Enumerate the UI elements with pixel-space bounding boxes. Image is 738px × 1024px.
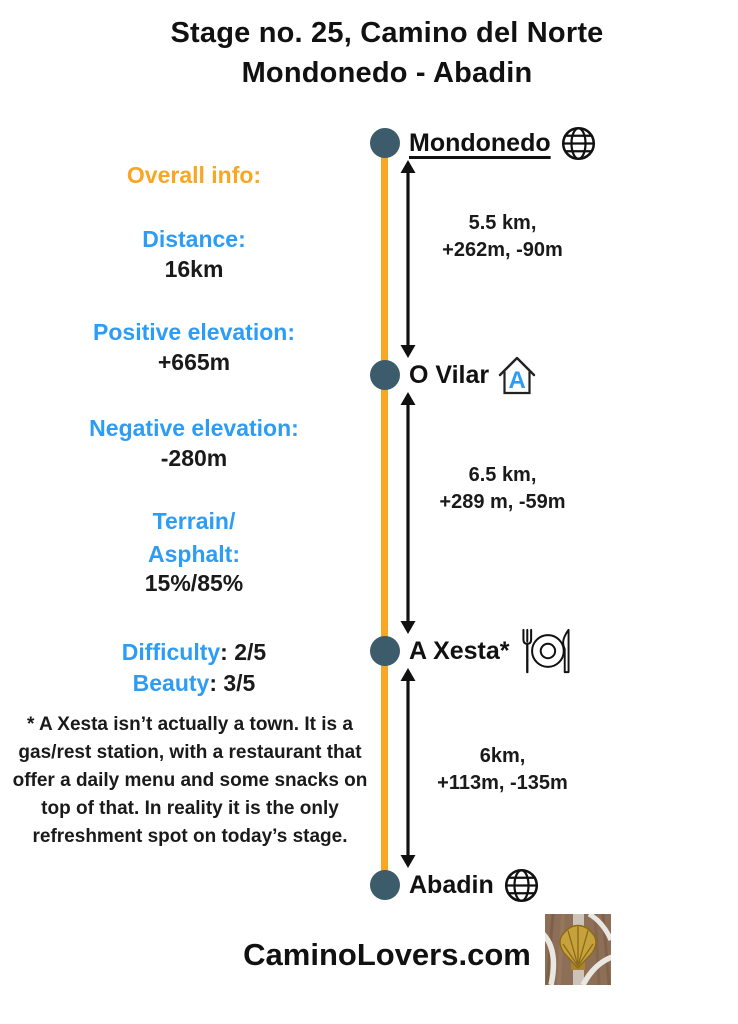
- stop-o-vilar: [409, 353, 536, 397]
- stop-abadin: [409, 863, 540, 907]
- title-line-1: Stage no. 25, Camino del Norte: [170, 17, 604, 49]
- stop-name-mondonedo[interactable]: Mondonedo: [409, 128, 551, 157]
- difficulty-label: Difficulty: [121, 639, 221, 665]
- globe-icon: [560, 125, 597, 162]
- terrain-value: 15%/85%: [144, 570, 244, 596]
- segment-2-label: [405, 462, 600, 516]
- globe-icon: [503, 867, 540, 904]
- segment-2-elevation: +289 m, -59m: [439, 491, 566, 513]
- albergue-icon: [498, 355, 536, 396]
- stop-mondonedo: [409, 121, 597, 165]
- stop-name-o-vilar: O Vilar: [409, 360, 490, 389]
- segment-3-distance: 6km,: [479, 745, 526, 767]
- difficulty-row: [19, 638, 369, 666]
- stop-a-xesta: [409, 629, 573, 673]
- beauty-row: [19, 669, 369, 697]
- beauty-label: Beauty: [132, 670, 210, 696]
- stop-name-abadin: Abadin: [409, 870, 494, 899]
- segment-3-label: [405, 743, 600, 797]
- stop-dot-mondonedo: [370, 128, 400, 158]
- positive-elevation-value: +665m: [157, 349, 231, 375]
- route-line: [381, 143, 388, 885]
- segment-1-elevation: +262m, -90m: [442, 239, 563, 261]
- footer: [36, 937, 738, 973]
- negative-elevation-label: Negative elevation:: [89, 415, 299, 441]
- stop-name-a-xesta: A Xesta*: [409, 636, 510, 665]
- segment-1-label: [405, 210, 600, 264]
- overall-info-heading: Overall info:: [126, 162, 262, 188]
- title-line-2: Mondonedo - Abadin: [241, 57, 533, 89]
- distance-value: 16km: [164, 256, 224, 282]
- segment-2-distance: 6.5 km,: [468, 464, 537, 486]
- terrain-label-line1: Terrain/: [152, 508, 236, 534]
- difficulty-value: : 2/5: [220, 639, 267, 665]
- positive-elevation-label: Positive elevation:: [93, 319, 295, 345]
- restaurant-icon: [519, 627, 573, 675]
- beauty-value: : 3/5: [209, 670, 256, 696]
- albergue-letter: A: [508, 366, 526, 394]
- segment-3-elevation: +113m, -135m: [437, 772, 568, 794]
- page-title: [36, 13, 738, 93]
- stop-dot-o-vilar: [370, 360, 400, 390]
- stop-dot-a-xesta: [370, 636, 400, 666]
- stop-dot-abadin: [370, 870, 400, 900]
- a-xesta-footnote: * A Xesta isn’t actually a town. It is a gas/rest station, with a restaurant that offer a daily menu and some snacks on top of that. In reality it is the only refreshment spot on today’s stage.: [12, 714, 368, 847]
- scallop-shell-photo: [545, 914, 611, 985]
- distance-label: Distance:: [142, 226, 246, 252]
- terrain-label-line2: Asphalt:: [148, 541, 240, 567]
- website-link[interactable]: CaminoLovers.com: [243, 937, 531, 972]
- segment-1-distance: 5.5 km,: [468, 212, 537, 234]
- negative-elevation-value: -280m: [160, 445, 228, 471]
